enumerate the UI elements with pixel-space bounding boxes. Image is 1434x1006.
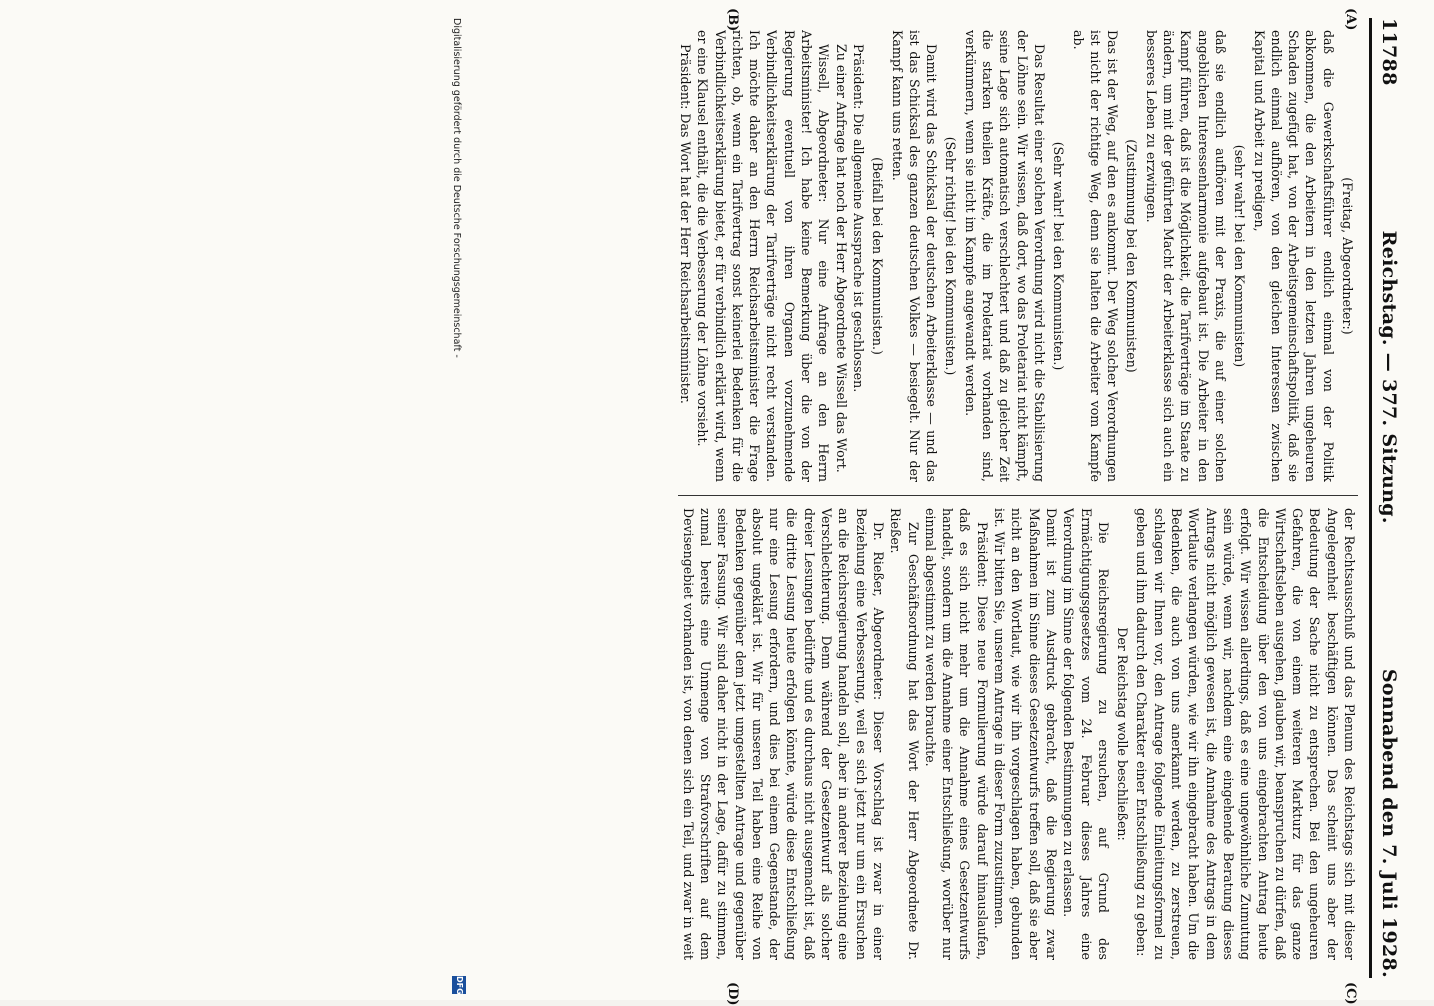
margin-marker-c: (C) — [1343, 982, 1358, 1005]
page-title: Reichstag. — 377. Sitzung. — [1378, 230, 1400, 524]
resolution-text: Die Reichsregierung zu ersuchen, auf Grund des Ermächtigungsgesetzes vom 24. Februar dieses Jahres eine Verordnung im Sinne der folgenden Bestimmungen zu erlassen. — [1061, 508, 1111, 960]
resolution-heading: Der Reichstag wolle beschließen: — [1115, 627, 1131, 841]
header-rule — [1369, 18, 1372, 978]
margin-marker-b: (B) — [725, 8, 740, 32]
paragraph: daß die Gewerkschaftsführer endlich einmal von der Politik abkommen, die den Arbeitern in den letzten Jahren ungeheuren Schaden zugefügt hat, von der Arbeitsgemeinschaftspolitik, daß sie endlich einmal aufhören, von den gleichen Interessen zwischen Kapital und Arbeit zu predigen, — [1251, 30, 1336, 482]
page-header — [1378, 18, 1408, 978]
paragraph: Damit wird das Schicksal der deutschen Arbeiterklasse — und das ist das Schicksal des ganzen deutschen Volkes — besiegelt. Nur der Kampf kann uns retten. — [889, 30, 940, 482]
speech-riesser: Dr. Rießer, Abgeordneter: Dieser Vorschlag ist zwar in einer Beziehung eine Verbesserung, weil es sich jetzt nur um ein Ersuchen an die Reichsregierung handeln soll, aber in anderer Beziehung eine Verschlechterung. Denn während der Gesetzentwurf als solcher dreier Lesungen bedürfte und es durchaus nicht ausgemacht ist, daß die dritte Lesung heute erfolgen könnte, würde diese Entschließung nur eine Lesung erfordern, und dies bei einem Gegenstande, der absolut ungeklärt ist. Wir für unseren Teil haben eine Reihe von Bedenken gegenüber dem jetzt umgestellten Antrage und gegenüber seiner Fassung. Wir sind daher nicht in der Lage, dafür zu stimmen, zumal bereits eine Unmenge von Strafvorschriften auf dem Devisengebiet vorhanden ist, von denen sich ein Teil, und zwar in weit — [680, 508, 886, 960]
interjection: (sehr wahr! bei den Kommunisten) — [1232, 144, 1248, 368]
speaker-continuation: (Freitag, Abgeordneter:) — [1340, 177, 1355, 335]
margin-marker-d: (D) — [725, 982, 740, 1006]
digitization-footer — [438, 0, 468, 1000]
interjection: (Sehr wahr! bei den Kommunisten.) — [1051, 141, 1067, 371]
paragraph: Das Resultat einer solchen Verordnung wird nicht die Stabilisierung der Löhne sein. Wir wissen, daß dort, wo das Proletariat nicht kämpft, seine Lage sich automatisch verschlechtert und daß zu gleicher Zeit die starken theilen Kräfte, die im Proletariat vorhanden sind, verkümmern, wenn sie nicht im Kampfe angewandt werden. — [962, 30, 1047, 482]
interjection: (Sehr richtig! bei den Kommunisten.) — [943, 136, 959, 376]
president-statement: Präsident: Diese neue Formulierung würde darauf hinauslaufen, daß es sich nicht mehr um die Annahme eines Gesetzentwurfs handelt, sondern um die Annahme einer Entschließung, worüber nur einmal abgestimmt zu werden brauchte. — [922, 508, 990, 960]
speech-wissell: Wissell, Abgeordneter: Nur eine Anfrage an den Herrn Arbeitsminister! Ich habe keine Bemerkung über die von der Regierung eventuell von ihren Organen vorzunehmende Verbindlichkeitserklärung der Tarifverträge nicht recht verstanden. Ich möchte daher an den Herrn Reichsarbeitsminister die Frage richten, ob, wenn ein Tarifvertrag sonst keinerlei Bedenken für die Verbindlichkeitserklärung bietet, er für verbindlich erklärt wird, wenn er eine Klausel enthält, die die Verbesserung der Löhne vorsieht. — [695, 30, 832, 482]
paragraph: Zu einer Anfrage hat noch der Herr Abgeordnete Wissell das Wort. — [833, 44, 849, 473]
paragraph: Damit ist zum Ausdruck gebracht, daß die Regierung zwar Maßnahmen im Sinne dieses Gesetzentwurfs treffen soll, daß sie aber nicht an den Wortlaut, wie wir ihn vorgeschlagen haben, gebunden ist. Wir bitten Sie, unserem Antrage in dieser Form zuzustimmen. — [992, 508, 1059, 960]
right-column — [678, 508, 1358, 960]
paragraph: Das ist der Weg, auf den es ankommt. Der Weg solcher Verordnungen ist nicht der richtige Weg, denn sie halten die Arbeiter vom Kampfe ab. — [1070, 30, 1121, 482]
left-column — [678, 30, 1358, 482]
paragraph: Zur Geschäftsordnung hat das Wort der Herr Abgeordnete Dr. Rießer. — [888, 508, 921, 960]
president-statement: Präsident: Die allgemeine Aussprache ist geschlossen. — [850, 44, 866, 393]
footer-credit: Digitalisierung gefördert durch die Deutsche Forschungsgemeinschaft - — [451, 18, 462, 358]
dfg-logo: DFG — [452, 976, 466, 994]
margin-marker-a: (A) — [1343, 8, 1358, 31]
interjection: (Beifall bei den Kommunisten.) — [870, 157, 886, 355]
column-divider — [678, 495, 1358, 496]
paragraph: der Rechtsausschuß und das Plenum des Reichstags sich mit dieser Angelegenheit beschäftigen können. Das scheint uns aber der Bedeutung der Sache nicht zu entsprechen. Bei den ungeheuren Gefahren, die von einem weiteren Markturz für das ganze Wirtschaftsleben ausgehen, glauben wir, beanspruchen zu dürfen, daß die Entscheidung über den von uns eingebrachten Antrag heute erfolgt. Wir wissen allerdings, daß es eine ungewöhnliche Zumutung sein würde, wenn wir, nachdem eine eingehende Beratung dieses Antrags nicht möglich gewesen ist, die Annahme des Antrags in dem Wortlaute verlangen würden, wie wir ihn eingebracht haben. Um die Bedenken, die auch von uns anerkannt werden, zu zerstreuen, schlagen wir Ihnen vor, den Antrage folgende Einleitungsformel zu geben und ihm dadurch den Charakter einer Entschließung zu geben: — [1134, 508, 1357, 960]
paragraph: daß sie endlich aufhören mit der Praxis, die auf einer solchen angeblichen Interessenharmonie aufgebaut ist. Die Arbeiter in den Kampf führen, daß ist die Möglichkeit, die Tarifverträge im Staate zu ändern, um mit der geführten Macht der Arbeiterklasse sich auch ein besseres Leben zu erzwingen. — [1143, 30, 1228, 482]
page-number: 11788 — [1378, 18, 1400, 86]
president-statement: Präsident: Das Wort hat der Herr Reichsarbeitsminister. — [678, 44, 694, 404]
interjection: (Zustimmung bei den Kommunisten) — [1124, 139, 1140, 373]
session-date: Sonnabend den 7. Juli 1928. — [1378, 668, 1400, 978]
